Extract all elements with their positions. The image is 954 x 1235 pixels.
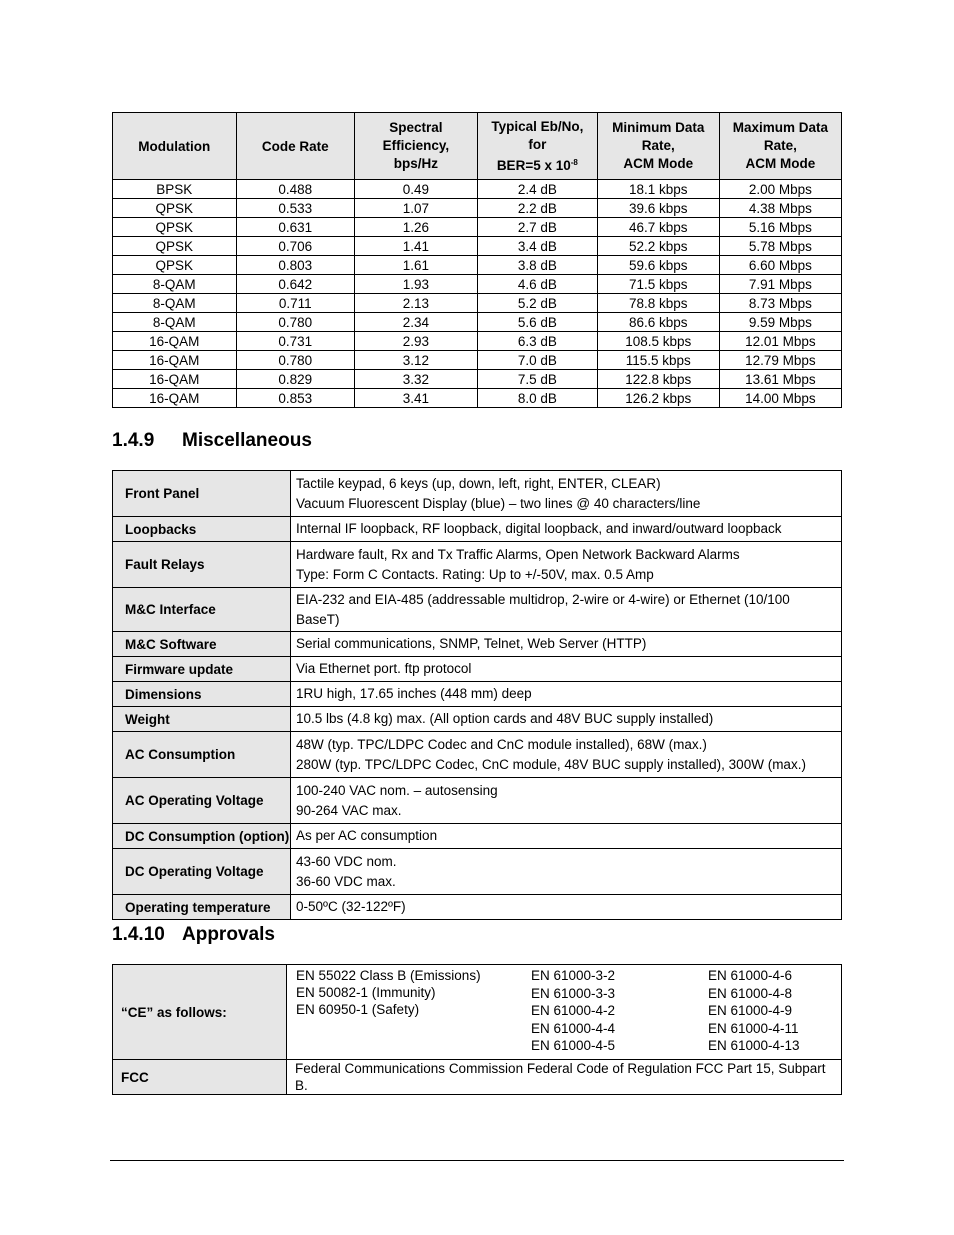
fcc-text: Federal Communications Commission Federal Code of Regulation FCC Part 15, Subpart B. [287, 1060, 842, 1095]
cell-ebno: 2.7 dB [477, 218, 597, 237]
cell-spectral-efficiency: 1.93 [355, 275, 478, 294]
header-min-line2: Rate, [641, 138, 675, 153]
header-code-rate: Code Rate [236, 113, 354, 180]
cell-min-rate: 52.2 kbps [597, 237, 719, 256]
value-line: As per AC consumption [296, 828, 438, 844]
cell-ebno: 4.6 dB [477, 275, 597, 294]
table-row [113, 707, 842, 732]
cell-max-rate: 12.01 Mbps [719, 332, 841, 351]
value-line: Type: Form C Contacts. Rating: Up to +/-50V, max. 0.5 Amp [296, 566, 654, 582]
header-typical-ebno [477, 113, 597, 180]
table-row [113, 588, 842, 632]
cell-max-rate: 13.61 Mbps [719, 370, 841, 389]
cell-code-rate: 0.706 [236, 237, 354, 256]
cell-code-rate: 0.631 [236, 218, 354, 237]
table-row [113, 657, 842, 682]
table-row [113, 332, 842, 351]
value-line: 1RU high, 17.65 inches (448 mm) deep [296, 686, 532, 702]
row-value [291, 657, 842, 682]
cell-max-rate: 9.59 Mbps [719, 313, 841, 332]
cell-spectral-efficiency: 2.13 [355, 294, 478, 313]
cell-ebno: 5.6 dB [477, 313, 597, 332]
cell-spectral-efficiency: 1.61 [355, 256, 478, 275]
value-line: 48W (typ. TPC/LDPC Codec and CnC module installed), 68W (max.) [296, 737, 707, 752]
table-row [113, 180, 842, 199]
cell-ebno: 6.3 dB [477, 332, 597, 351]
row-label: AC Operating Voltage [113, 778, 291, 824]
table-row [113, 256, 842, 275]
section-title: Miscellaneous [182, 430, 312, 451]
row-value [291, 824, 842, 849]
cell-min-rate: 78.8 kbps [597, 294, 719, 313]
table-row [113, 542, 842, 588]
header-max-line2: Rate, [763, 138, 797, 153]
section-number: 1.4.9 [112, 430, 155, 451]
header-max-data-rate [719, 113, 841, 180]
cell-ebno: 7.0 dB [477, 351, 597, 370]
header-max-line3: ACM Mode [745, 156, 816, 171]
cell-max-rate: 5.16 Mbps [719, 218, 841, 237]
row-label: Loopbacks [113, 517, 291, 542]
row-label: M&C Software [113, 632, 291, 657]
cell-spectral-efficiency: 3.41 [355, 389, 478, 408]
cell-ebno: 7.5 dB [477, 370, 597, 389]
cell-ebno: 3.8 dB [477, 256, 597, 275]
cell-max-rate: 7.91 Mbps [719, 275, 841, 294]
header-min-line1: Minimum Data [612, 120, 705, 135]
miscellaneous-table-body [113, 471, 842, 920]
table-row [113, 389, 842, 408]
header-ebno-line1: Typical Eb/No, for [491, 118, 584, 152]
table-row [113, 732, 842, 778]
cell-min-rate: 46.7 kbps [597, 218, 719, 237]
cell-spectral-efficiency: 3.32 [355, 370, 478, 389]
header-spectral-line2: Efficiency, bps/Hz [382, 138, 450, 171]
cell-modulation: 8-QAM [113, 313, 237, 332]
table-row [113, 294, 842, 313]
section-heading-miscellaneous [112, 430, 312, 452]
ce-standard: EN 61000-4-11 [708, 1020, 799, 1036]
cell-ebno: 8.0 dB [477, 389, 597, 408]
ce-standard: EN 61000-3-3 [531, 985, 616, 1001]
row-label: DC Operating Voltage [113, 849, 291, 895]
row-value [291, 707, 842, 732]
cell-code-rate: 0.711 [236, 294, 354, 313]
table-row [113, 351, 842, 370]
table-row [113, 218, 842, 237]
cell-max-rate: 2.00 Mbps [719, 180, 841, 199]
cell-min-rate: 39.6 kbps [597, 199, 719, 218]
table-row [113, 778, 842, 824]
value-line: Internal IF loopback, RF loopback, digital loopback, and inward/outward loopback [296, 521, 782, 537]
cell-modulation: 8-QAM [113, 294, 237, 313]
cell-max-rate: 5.78 Mbps [719, 237, 841, 256]
value-line: Tactile keypad, 6 keys (up, down, left, right, ENTER, CLEAR) [296, 476, 661, 491]
modulation-table [112, 112, 842, 408]
value-line: Vacuum Fluorescent Display (blue) – two lines @ 40 characters/line [296, 495, 701, 511]
row-label: Weight [113, 707, 291, 732]
cell-ebno: 5.2 dB [477, 294, 597, 313]
table-row [113, 313, 842, 332]
row-value [291, 895, 842, 920]
cell-spectral-efficiency: 2.34 [355, 313, 478, 332]
ce-standard: EN 61000-3-2 [531, 968, 616, 983]
row-label: Fault Relays [113, 542, 291, 588]
approvals-table [112, 964, 842, 1095]
cell-modulation: QPSK [113, 199, 237, 218]
cell-spectral-efficiency: 2.93 [355, 332, 478, 351]
cell-code-rate: 0.533 [236, 199, 354, 218]
row-value [291, 471, 842, 517]
ce-standard: EN 61000-4-2 [531, 1003, 616, 1018]
table-row [113, 275, 842, 294]
table-row [113, 370, 842, 389]
cell-max-rate: 4.38 Mbps [719, 199, 841, 218]
cell-code-rate: 0.780 [236, 313, 354, 332]
approvals-row-fcc [113, 1060, 842, 1095]
section-number: 1.4.10 [112, 924, 165, 945]
cell-code-rate: 0.853 [236, 389, 354, 408]
ce-column-2 [531, 967, 615, 1055]
row-label: Operating temperature [113, 895, 291, 920]
modulation-table-header [113, 113, 842, 180]
header-ebno-exponent: -8 [570, 157, 578, 167]
row-value [291, 849, 842, 895]
cell-spectral-efficiency: 1.07 [355, 199, 478, 218]
value-line: 43-60 VDC nom. [296, 854, 397, 869]
cell-min-rate: 71.5 kbps [597, 275, 719, 294]
fcc-label: FCC [113, 1060, 287, 1095]
section-heading-approvals [112, 924, 275, 946]
row-label: Dimensions [113, 682, 291, 707]
cell-max-rate: 8.73 Mbps [719, 294, 841, 313]
cell-code-rate: 0.731 [236, 332, 354, 351]
cell-min-rate: 86.6 kbps [597, 313, 719, 332]
cell-max-rate: 6.60 Mbps [719, 256, 841, 275]
value-line: 100-240 VAC nom. – autosensing [296, 783, 498, 798]
value-line: 280W (typ. TPC/LDPC Codec, CnC module, 48V BUC supply installed), 300W (max.) [296, 756, 806, 772]
ce-column-1 [296, 967, 481, 1018]
ce-standards [287, 965, 842, 1060]
cell-max-rate: 14.00 Mbps [719, 389, 841, 408]
header-ebno-line2-wrap [482, 154, 593, 175]
cell-min-rate: 108.5 kbps [597, 332, 719, 351]
ce-standard: EN 60950-1 (Safety) [296, 1002, 420, 1017]
footer-rule [110, 1160, 844, 1161]
value-line: Hardware fault, Rx and Tx Traffic Alarms, Open Network Backward Alarms [296, 547, 740, 562]
cell-spectral-efficiency: 0.49 [355, 180, 478, 199]
header-min-data-rate [597, 113, 719, 180]
cell-code-rate: 0.829 [236, 370, 354, 389]
table-row [113, 517, 842, 542]
ce-standard: EN 61000-4-8 [708, 985, 793, 1001]
cell-modulation: QPSK [113, 237, 237, 256]
value-line: 90-264 VAC max. [296, 802, 402, 818]
value-line: 36-60 VDC max. [296, 873, 396, 889]
row-value [291, 732, 842, 778]
cell-code-rate: 0.488 [236, 180, 354, 199]
table-row [113, 682, 842, 707]
header-ebno-line2: BER=5 x 10 [496, 157, 571, 173]
row-value [291, 542, 842, 588]
cell-spectral-efficiency: 3.12 [355, 351, 478, 370]
row-value [291, 632, 842, 657]
table-row [113, 632, 842, 657]
cell-max-rate: 12.79 Mbps [719, 351, 841, 370]
value-line: EIA-232 and EIA-485 (addressable multidrop, 2-wire or 4-wire) or Ethernet (10/100 BaseT) [296, 592, 790, 627]
cell-min-rate: 122.8 kbps [597, 370, 719, 389]
cell-modulation: 16-QAM [113, 389, 237, 408]
row-value [291, 778, 842, 824]
row-value [291, 682, 842, 707]
ce-standard: EN 61000-4-5 [531, 1038, 616, 1053]
header-min-line3: ACM Mode [623, 156, 694, 171]
row-label: DC Consumption (option) [113, 824, 291, 849]
ce-standard: EN 61000-4-4 [531, 1020, 616, 1036]
cell-min-rate: 18.1 kbps [597, 180, 719, 199]
cell-min-rate: 59.6 kbps [597, 256, 719, 275]
cell-modulation: 8-QAM [113, 275, 237, 294]
row-value [291, 588, 842, 632]
table-row [113, 199, 842, 218]
ce-column-3 [708, 967, 800, 1055]
header-modulation: Modulation [113, 113, 237, 180]
ce-label: “CE” as follows: [113, 965, 287, 1060]
header-max-line1: Maximum Data [732, 120, 828, 135]
cell-modulation: 16-QAM [113, 332, 237, 351]
cell-ebno: 3.4 dB [477, 237, 597, 256]
miscellaneous-table [112, 470, 842, 920]
cell-spectral-efficiency: 1.41 [355, 237, 478, 256]
cell-ebno: 2.4 dB [477, 180, 597, 199]
cell-min-rate: 126.2 kbps [597, 389, 719, 408]
approvals-row-ce [113, 965, 842, 1060]
value-line: Serial communications, SNMP, Telnet, Web Server (HTTP) [296, 636, 647, 652]
cell-modulation: QPSK [113, 218, 237, 237]
value-line: 0-50ºC (32-122ºF) [296, 899, 406, 915]
cell-code-rate: 0.780 [236, 351, 354, 370]
row-label: AC Consumption [113, 732, 291, 778]
table-row [113, 824, 842, 849]
row-label: M&C Interface [113, 588, 291, 632]
ce-standard: EN 61000-4-13 [708, 1038, 800, 1053]
ce-standard: EN 61000-4-9 [708, 1003, 793, 1018]
cell-code-rate: 0.803 [236, 256, 354, 275]
cell-modulation: 16-QAM [113, 351, 237, 370]
section-title: Approvals [182, 924, 275, 945]
ce-standard: EN 61000-4-6 [708, 968, 793, 983]
header-spectral-line1: Spectral [389, 120, 443, 135]
row-label: Front Panel [113, 471, 291, 517]
value-line: 10.5 lbs (4.8 kg) max. (All option cards and 48V BUC supply installed) [296, 711, 714, 727]
cell-modulation: 16-QAM [113, 370, 237, 389]
ce-standard: EN 55022 Class B (Emissions) [296, 968, 481, 983]
cell-modulation: QPSK [113, 256, 237, 275]
cell-min-rate: 115.5 kbps [597, 351, 719, 370]
cell-code-rate: 0.642 [236, 275, 354, 294]
row-value [291, 517, 842, 542]
ce-standard: EN 50082-1 (Immunity) [296, 985, 436, 1000]
modulation-table-body [113, 180, 842, 408]
value-line: Via Ethernet port. ftp protocol [296, 661, 472, 677]
cell-ebno: 2.2 dB [477, 199, 597, 218]
table-row [113, 849, 842, 895]
header-spectral-efficiency [355, 113, 478, 180]
cell-spectral-efficiency: 1.26 [355, 218, 478, 237]
table-row [113, 237, 842, 256]
row-label: Firmware update [113, 657, 291, 682]
cell-modulation: BPSK [113, 180, 237, 199]
table-row [113, 471, 842, 517]
table-row [113, 895, 842, 920]
